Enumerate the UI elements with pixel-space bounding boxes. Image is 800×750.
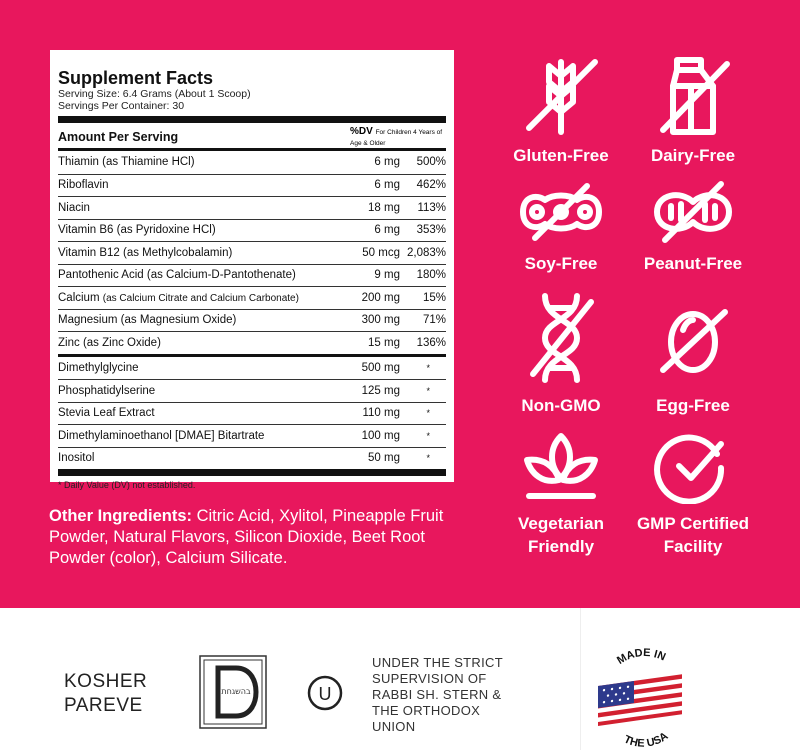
facts-row (58, 379, 446, 402)
nutrient-name: Niacin (58, 201, 90, 214)
badge-label: Soy-Free (524, 254, 598, 273)
svg-text:בהשגחת: בהשגחת (221, 687, 251, 696)
svg-text:U: U (318, 684, 332, 704)
badge-dairy-free (618, 52, 768, 167)
serving-size: Serving Size: 6.4 Grams (About 1 Scoop) (58, 88, 251, 100)
badge-label: GMP Certified (636, 514, 750, 533)
badge-gluten-free (486, 52, 636, 167)
badge-vegetarian (486, 430, 636, 558)
peanut-crossed-icon (647, 180, 739, 244)
made-in-usa-badge (590, 640, 690, 750)
badge-label-2: Friendly (527, 537, 595, 556)
nutrient-amount: 6 mg (374, 179, 400, 192)
made-in-text: MADE IN (614, 646, 668, 667)
leaf-icon (519, 430, 603, 504)
badge-label: Non-GMO (521, 396, 601, 415)
nutrient-dv: 462% (416, 179, 446, 192)
nutrient-name: Stevia Leaf Extract (58, 407, 155, 420)
facts-title: Supplement Facts (58, 68, 214, 88)
kosher-seal-icon (198, 654, 268, 730)
facts-row (58, 219, 446, 242)
facts-row (58, 174, 446, 197)
badge-label-2: Facility (663, 537, 723, 556)
nutrient-dv: 2,083% (406, 246, 446, 259)
nutrient-dv: * (426, 430, 430, 441)
facts-footnote: * Daily Value (DV) not established. (58, 480, 196, 490)
nutrient-dv: * (426, 362, 430, 373)
badge-non-gmo (486, 290, 636, 417)
checkmark-circle-icon (651, 430, 735, 504)
other-ingredients (49, 506, 459, 569)
nutrient-amount: 50 mcg (362, 246, 400, 259)
badge-label: Dairy-Free (650, 146, 736, 165)
nutrient-dv: * (426, 453, 430, 464)
nutrient-dv: 180% (416, 269, 446, 282)
soybean-crossed-icon (515, 180, 607, 244)
nutrient-dv: 136% (416, 336, 446, 349)
nutrient-amount: 50 mg (368, 452, 400, 465)
facts-row (58, 447, 446, 470)
nutrient-amount: 18 mg (368, 201, 400, 214)
nutrient-name: Inositol (58, 452, 95, 465)
nutrient-name: Dimethylglycine (58, 361, 139, 374)
nutrient-name: Phosphatidylserine (58, 384, 156, 397)
nutrient-name: Vitamin B6 (as Pyridoxine HCl) (58, 224, 216, 237)
nutrient-amount: 500 mg (361, 361, 400, 374)
nutrient-amount: 300 mg (361, 314, 400, 327)
facts-header (58, 123, 446, 148)
facts-row (58, 241, 446, 264)
facts-row (58, 196, 446, 219)
strip-divider (580, 608, 581, 750)
wheat-crossed-icon (519, 52, 603, 136)
kosher-line-1: KOSHER (64, 671, 148, 692)
facts-row (58, 402, 446, 425)
nutrient-dv: 71% (422, 314, 446, 327)
nutrient-name: Riboflavin (58, 179, 109, 192)
nutrient-name: Calcium (as Calcium Citrate and Calcium Carbonate) (58, 291, 299, 304)
kosher-label (64, 670, 147, 718)
kosher-line-2: PAREVE (64, 695, 143, 716)
facts-row (58, 357, 446, 380)
nutrient-amount: 6 mg (374, 156, 400, 169)
the-usa-text: THE USA (621, 730, 671, 750)
other-ingredients-label: Other Ingredients: (49, 507, 193, 525)
nutrient-dv: * (426, 408, 430, 419)
facts-row (58, 286, 446, 309)
nutrient-name: Pantothenic Acid (as Calcium-D-Pantothenate) (58, 269, 296, 282)
nutrient-name: Magnesium (as Magnesium Oxide) (58, 314, 237, 327)
facts-row (58, 151, 446, 174)
servings-per-container: Servings Per Container: 30 (58, 100, 185, 112)
ou-symbol-icon (306, 674, 344, 712)
milk-carton-crossed-icon (651, 52, 735, 136)
dv-header: %DV For Children 4 Years of Age & Older (350, 126, 443, 147)
badge-gmp (618, 430, 768, 558)
badge-soy-free (486, 180, 636, 275)
nutrient-amount: 15 mg (368, 336, 400, 349)
nutrient-amount: 200 mg (361, 291, 400, 304)
nutrient-amount: 125 mg (361, 384, 400, 397)
badge-peanut-free (618, 180, 768, 275)
nutrient-name: Vitamin B12 (as Methylcobalamin) (58, 246, 233, 259)
nutrient-amount: 100 mg (361, 429, 400, 442)
facts-row (58, 264, 446, 287)
nutrient-dv: 15% (422, 291, 446, 304)
certification-strip (0, 608, 800, 750)
supplement-facts-panel (50, 50, 454, 490)
badge-egg-free (618, 290, 768, 417)
nutrient-amount: 6 mg (374, 224, 400, 237)
badge-label: Gluten-Free (513, 146, 609, 165)
facts-row (58, 309, 446, 332)
facts-row (58, 331, 446, 354)
dna-crossed-icon (519, 290, 603, 386)
nutrient-amount: 9 mg (374, 269, 400, 282)
divider-thick-bottom (58, 469, 446, 476)
badge-label: Vegetarian (518, 514, 604, 533)
nutrient-dv: * (426, 385, 430, 396)
nutrient-amount: 110 mg (362, 407, 400, 420)
nutrient-name: Thiamin (as Thiamine HCl) (58, 156, 195, 169)
badge-label: Peanut-Free (643, 254, 743, 273)
nutrient-name: Dimethylaminoethanol [DMAE] Bitartrate (58, 429, 265, 442)
nutrient-dv: 500% (416, 156, 446, 169)
badge-label: Egg-Free (656, 396, 730, 415)
nutrient-name: Zinc (as Zinc Oxide) (58, 336, 161, 349)
egg-crossed-icon (651, 290, 735, 386)
facts-row (58, 424, 446, 447)
nutrient-dv: 113% (417, 201, 446, 214)
amount-header: Amount Per Serving (58, 130, 179, 144)
supervision-statement: UNDER THE STRICT SUPERVISION OF RABBI SH. STERN & THE ORTHODOX UNION (372, 655, 503, 734)
nutrient-dv: 353% (416, 224, 446, 237)
other-ingredients-text: Citric Acid, Xylitol, Pineapple Fruit Powder, Natural Flavors, Silicon Dioxide, Beet Root Powder (color), Calcium Silicate. (49, 507, 444, 567)
divider-thick (58, 116, 446, 123)
